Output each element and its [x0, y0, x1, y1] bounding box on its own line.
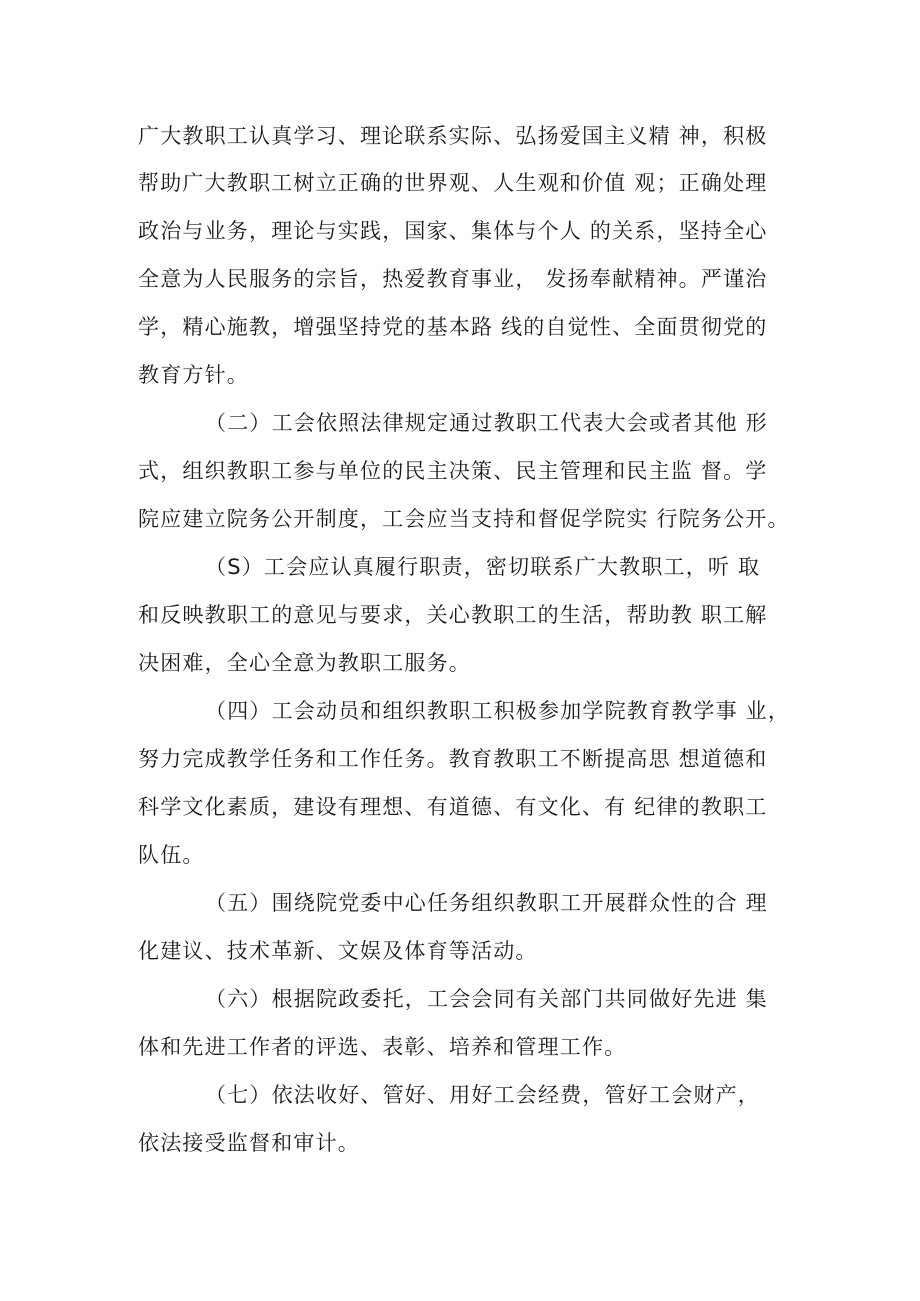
text-line: 努力完成教学任务和工作任务。教育教职工不断提高思 想道德和: [138, 747, 768, 771]
text-line: 全意为人民服务的宗旨，热爱教育事业， 发扬奉献精神。严谨治: [138, 267, 768, 291]
text-line: 教育方针。: [138, 363, 249, 387]
text-line: 化建议、技术革新、文娱及体育等活动。: [138, 939, 538, 963]
text-line: 决困难，全心全意为教职工服务。: [138, 651, 471, 675]
paragraph-heading-line: （S）工会应认真履行职责，密切联系广大教职工，听 取: [205, 555, 761, 579]
text-line: 政治与业务，理论与实践，国家、集体与个人 的关系，坚持全心: [138, 219, 768, 243]
paragraph-heading-line: （六）根据院政委托，工会会同有关部门共同做好先进 集: [205, 987, 768, 1011]
text-line: 学，精心施教，增强坚持党的基本路 线的自觉性、全面贯彻党的: [138, 315, 768, 339]
text-line: 队伍。: [138, 843, 205, 867]
text-line: 依法接受监督和审计。: [138, 1131, 360, 1155]
text-line: 广大教职工认真学习、理论联系实际、弘扬爱国主义精 神，积极: [138, 124, 768, 148]
paragraph-heading-line: （四）工会动员和组织教职工积极参加学院教育教学事 业，: [205, 699, 791, 723]
text-line: 体和先进工作者的评选、表彰、培养和管理工作。: [138, 1035, 627, 1059]
text-line: 和反映教职工的意见与要求，关心教职工的生活，帮助教 职工解: [138, 603, 768, 627]
paragraph-heading-line: （五）围绕院党委中心任务组织教职工开展群众性的合 理: [205, 891, 768, 915]
text-line: 院应建立院务公开制度，工会应当支持和督促学院实 行院务公开。: [138, 507, 790, 531]
paragraph-heading-line: （二）工会依照法律规定通过教职工代表大会或者其他 形: [205, 411, 768, 435]
text-line: 式，组织教职工参与单位的民主决策、民主管理和民主监 督。学: [138, 459, 768, 483]
text-line: 科学文化素质，建设有理想、有道德、有文化、有 纪律的教职工: [138, 795, 768, 819]
text-line: 帮助广大教职工树立正确的世界观、人生观和价值 观；正确处理: [138, 171, 768, 195]
paragraph-heading-line: （七）依法收好、管好、用好工会经费，管好工会财产，: [205, 1083, 760, 1107]
